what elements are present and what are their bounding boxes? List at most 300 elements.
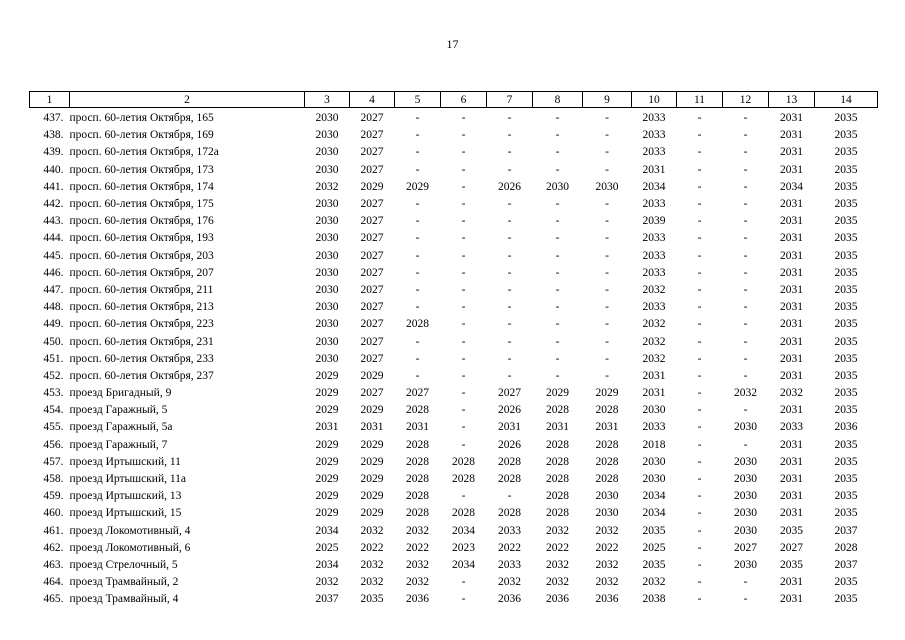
value-cell: -	[415, 112, 420, 125]
value-cell: 2034	[315, 558, 339, 571]
value-cell: 2025	[642, 541, 666, 554]
value-cell: 2035	[834, 455, 858, 468]
value-cell: 2027	[498, 387, 521, 400]
value-cell: 2027	[406, 387, 429, 400]
value-cell: 2030	[315, 266, 339, 279]
value-cell: -	[507, 318, 512, 331]
value-cell: -	[697, 421, 702, 434]
value-cell: -	[605, 318, 609, 331]
column-header-4: 4	[350, 92, 395, 108]
value-cell: -	[605, 215, 609, 228]
value-cell: -	[507, 232, 512, 245]
value-cell: -	[507, 301, 512, 314]
value-cell: 2027	[360, 163, 384, 176]
value-cell: -	[697, 112, 702, 125]
address-cell: просп. 60-летия Октября, 172а	[69, 146, 219, 159]
value-cell: 2026	[498, 438, 521, 451]
value-cell: 2035	[834, 507, 858, 520]
value-cell: 2033	[642, 129, 666, 142]
value-cell: -	[743, 318, 748, 331]
value-cell: -	[415, 198, 420, 211]
value-cell: 2032	[546, 524, 569, 537]
value-cell: 2030	[315, 232, 339, 245]
column-header-9: 9	[583, 92, 632, 108]
value-cell: 2027	[360, 335, 384, 348]
value-cell: 2030	[595, 507, 619, 520]
value-cell: 2028	[406, 473, 429, 486]
value-cell: 2037	[834, 558, 858, 571]
value-cell: 2033	[642, 421, 666, 434]
row-number: 452.	[43, 369, 64, 382]
row-number: 462.	[43, 541, 64, 554]
value-cell: 2031	[780, 112, 803, 125]
value-cell: 2029	[360, 180, 384, 193]
value-cell: 2031	[780, 438, 803, 451]
value-cell: -	[415, 163, 420, 176]
value-cell: -	[605, 301, 609, 314]
value-cell: 2027	[360, 232, 384, 245]
value-cell: -	[605, 369, 609, 382]
row-number: 441.	[43, 180, 64, 193]
value-cell: -	[415, 369, 420, 382]
value-cell: 2031	[498, 421, 521, 434]
value-cell: 2035	[834, 387, 858, 400]
value-cell: 2028	[498, 507, 521, 520]
value-cell: 2026	[498, 180, 521, 193]
value-cell: 2032	[642, 283, 666, 296]
row-number: 448.	[43, 301, 64, 314]
table-row	[30, 333, 878, 350]
value-cell: -	[555, 352, 560, 365]
value-cell: -	[555, 112, 560, 125]
value-cell: -	[415, 335, 420, 348]
value-cell: 2028	[406, 438, 429, 451]
value-cell: 2031	[780, 215, 803, 228]
row-number: 464.	[43, 576, 64, 589]
value-cell: 2032	[642, 318, 666, 331]
value-cell: -	[697, 318, 702, 331]
row-number: 455.	[43, 421, 64, 434]
table-row	[30, 299, 878, 316]
value-cell: 2030	[315, 352, 339, 365]
row-number: 458.	[43, 473, 64, 486]
value-cell: 2032	[642, 335, 666, 348]
table-row	[30, 162, 878, 179]
table-row	[30, 454, 878, 471]
value-cell: 2030	[315, 112, 339, 125]
value-cell: 2035	[780, 524, 803, 537]
value-cell: -	[415, 352, 420, 365]
table-row	[30, 557, 878, 574]
value-cell: -	[697, 266, 702, 279]
address-cell: просп. 60-летия Октября, 207	[69, 266, 214, 279]
value-cell: -	[743, 266, 748, 279]
value-cell: 2032	[734, 387, 757, 400]
value-cell: -	[605, 335, 609, 348]
value-cell: 2034	[780, 180, 803, 193]
row-number: 450.	[43, 335, 64, 348]
value-cell: 2030	[315, 318, 339, 331]
column-header-11: 11	[677, 92, 723, 108]
value-cell: -	[697, 283, 702, 296]
value-cell: -	[461, 369, 466, 382]
value-cell: 2032	[315, 180, 339, 193]
address-cell: просп. 60-летия Октября, 165	[69, 112, 214, 125]
value-cell: -	[605, 163, 609, 176]
value-cell: 2033	[780, 421, 803, 434]
value-cell: -	[743, 232, 748, 245]
value-cell: 2031	[780, 352, 803, 365]
value-cell: 2032	[595, 558, 619, 571]
column-header-2: 2	[70, 92, 305, 108]
value-cell: 2035	[360, 593, 384, 606]
value-cell: -	[461, 180, 466, 193]
value-cell: 2030	[315, 146, 339, 159]
value-cell: 2032	[360, 524, 384, 537]
value-cell: 2018	[642, 438, 666, 451]
value-cell: -	[415, 146, 420, 159]
value-cell: -	[555, 335, 560, 348]
row-number: 449.	[43, 318, 64, 331]
value-cell: -	[743, 593, 748, 606]
value-cell: 2028	[546, 473, 569, 486]
value-cell: -	[461, 490, 466, 503]
value-cell: 2028	[406, 404, 429, 417]
column-header-13: 13	[769, 92, 815, 108]
value-cell: 2030	[734, 421, 757, 434]
address-cell: проезд Иртышский, 13	[69, 490, 182, 503]
value-cell: 2030	[734, 524, 757, 537]
value-cell: -	[555, 215, 560, 228]
value-cell: 2035	[834, 198, 858, 211]
row-number: 440.	[43, 163, 64, 176]
value-cell: -	[743, 301, 748, 314]
table-row	[30, 144, 878, 161]
value-cell: 2027	[360, 112, 384, 125]
value-cell: 2030	[642, 404, 666, 417]
value-cell: -	[461, 232, 466, 245]
table-row	[30, 471, 878, 488]
value-cell: 2030	[734, 455, 757, 468]
value-cell: -	[461, 318, 466, 331]
value-cell: 2028	[595, 473, 619, 486]
row-number: 443.	[43, 215, 64, 228]
value-cell: -	[697, 369, 702, 382]
value-cell: 2035	[834, 318, 858, 331]
value-cell: 2038	[642, 593, 666, 606]
value-cell: -	[743, 198, 748, 211]
value-cell: -	[415, 249, 420, 262]
table-row	[30, 265, 878, 282]
value-cell: -	[415, 283, 420, 296]
value-cell: -	[461, 283, 466, 296]
row-number: 459.	[43, 490, 64, 503]
value-cell: -	[555, 232, 560, 245]
value-cell: -	[461, 335, 466, 348]
value-cell: -	[697, 387, 702, 400]
value-cell: -	[743, 129, 748, 142]
value-cell: 2032	[780, 387, 803, 400]
table-row	[30, 437, 878, 454]
table-row	[30, 316, 878, 333]
value-cell: -	[555, 249, 560, 262]
value-cell: 2034	[452, 524, 475, 537]
value-cell: -	[743, 112, 748, 125]
table-row	[30, 402, 878, 419]
value-cell: 2022	[595, 541, 619, 554]
value-cell: 2031	[780, 404, 803, 417]
value-cell: -	[743, 163, 748, 176]
value-cell: 2032	[406, 524, 429, 537]
value-cell: -	[605, 112, 609, 125]
value-cell: 2035	[834, 180, 858, 193]
value-cell: 2032	[546, 558, 569, 571]
value-cell: 2034	[642, 180, 666, 193]
value-cell: 2030	[315, 335, 339, 348]
address-cell: проезд Стрелочный, 5	[69, 558, 178, 571]
column-header-12: 12	[723, 92, 769, 108]
value-cell: -	[507, 163, 512, 176]
value-cell: -	[415, 215, 420, 228]
value-cell: 2035	[834, 473, 858, 486]
value-cell: 2035	[834, 438, 858, 451]
value-cell: 2031	[780, 301, 803, 314]
column-header-8: 8	[533, 92, 583, 108]
address-cell: просп. 60-летия Октября, 175	[69, 198, 214, 211]
value-cell: 2031	[780, 129, 803, 142]
value-cell: 2032	[595, 524, 619, 537]
table-row	[30, 248, 878, 265]
value-cell: 2036	[834, 421, 858, 434]
value-cell: 2028	[406, 507, 429, 520]
value-cell: 2031	[315, 421, 339, 434]
value-cell: 2030	[734, 507, 757, 520]
row-number: 438.	[43, 129, 64, 142]
row-number: 463.	[43, 558, 64, 571]
value-cell: 2035	[834, 283, 858, 296]
value-cell: 2029	[315, 455, 339, 468]
value-cell: 2028	[546, 507, 569, 520]
value-cell: -	[461, 163, 466, 176]
value-cell: 2029	[406, 180, 429, 193]
value-cell: 2027	[360, 387, 384, 400]
table-row	[30, 591, 878, 608]
table-row	[30, 419, 878, 436]
value-cell: 2029	[315, 507, 339, 520]
value-cell: -	[555, 146, 560, 159]
value-cell: -	[743, 180, 748, 193]
value-cell: 2031	[780, 163, 803, 176]
value-cell: 2027	[734, 541, 757, 554]
value-cell: 2030	[315, 198, 339, 211]
value-cell: 2031	[780, 490, 803, 503]
column-header-7: 7	[487, 92, 533, 108]
value-cell: 2028	[595, 404, 619, 417]
value-cell: 2030	[734, 490, 757, 503]
row-number: 465.	[43, 593, 64, 606]
value-cell: 2030	[315, 301, 339, 314]
value-cell: 2028	[406, 455, 429, 468]
value-cell: 2029	[360, 438, 384, 451]
value-cell: 2035	[834, 112, 858, 125]
value-cell: 2029	[315, 438, 339, 451]
value-cell: 2037	[834, 524, 858, 537]
value-cell: 2030	[642, 473, 666, 486]
value-cell: -	[697, 541, 702, 554]
value-cell: 2029	[315, 490, 339, 503]
value-cell: 2035	[834, 369, 858, 382]
row-number: 454.	[43, 404, 64, 417]
value-cell: 2032	[360, 576, 384, 589]
table-row	[30, 574, 878, 591]
value-cell: 2022	[406, 541, 429, 554]
value-cell: -	[697, 249, 702, 262]
value-cell: 2028	[595, 438, 619, 451]
value-cell: -	[697, 215, 702, 228]
value-cell: -	[461, 112, 466, 125]
value-cell: -	[555, 283, 560, 296]
value-cell: 2035	[834, 215, 858, 228]
value-cell: 2031	[642, 163, 666, 176]
value-cell: -	[461, 301, 466, 314]
value-cell: 2026	[498, 404, 521, 417]
value-cell: 2029	[315, 473, 339, 486]
value-cell: 2033	[642, 232, 666, 245]
address-cell: просп. 60-летия Октября, 223	[69, 318, 214, 331]
address-cell: просп. 60-летия Октября, 237	[69, 369, 214, 382]
value-cell: 2033	[642, 146, 666, 159]
value-cell: 2031	[360, 421, 384, 434]
value-cell: 2039	[642, 215, 666, 228]
value-cell: -	[697, 198, 702, 211]
value-cell: -	[461, 421, 466, 434]
address-cell: проезд Гаражный, 7	[69, 438, 168, 451]
value-cell: -	[415, 301, 420, 314]
address-cell: просп. 60-летия Октября, 193	[69, 232, 214, 245]
address-cell: проезд Трамвайный, 2	[69, 576, 179, 589]
value-cell: 2029	[315, 387, 339, 400]
value-cell: 2029	[360, 473, 384, 486]
value-cell: 2035	[834, 146, 858, 159]
value-cell: 2022	[360, 541, 384, 554]
value-cell: 2031	[780, 593, 803, 606]
value-cell: 2032	[498, 576, 521, 589]
column-header-1: 1	[30, 92, 70, 108]
table-row	[30, 351, 878, 368]
value-cell: 2033	[498, 524, 521, 537]
row-number: 437.	[43, 112, 64, 125]
value-cell: -	[697, 455, 702, 468]
value-cell: 2027	[360, 283, 384, 296]
row-number: 447.	[43, 283, 64, 296]
value-cell: 2030	[315, 163, 339, 176]
value-cell: 2034	[452, 558, 475, 571]
value-cell: 2032	[360, 558, 384, 571]
value-cell: -	[461, 249, 466, 262]
value-cell: 2035	[834, 593, 858, 606]
value-cell: -	[697, 576, 702, 589]
value-cell: 2035	[834, 129, 858, 142]
value-cell: 2032	[595, 576, 619, 589]
address-cell: просп. 60-летия Октября, 173	[69, 163, 214, 176]
value-cell: -	[743, 438, 748, 451]
row-number: 444.	[43, 232, 64, 245]
value-cell: 2027	[360, 129, 384, 142]
value-cell: 2029	[595, 387, 619, 400]
value-cell: -	[507, 112, 512, 125]
value-cell: 2036	[406, 593, 429, 606]
table-row	[30, 230, 878, 247]
value-cell: -	[743, 369, 748, 382]
value-cell: -	[461, 215, 466, 228]
value-cell: 2027	[360, 301, 384, 314]
value-cell: 2028	[498, 473, 521, 486]
value-cell: 2036	[498, 593, 521, 606]
value-cell: -	[605, 352, 609, 365]
value-cell: 2033	[498, 558, 521, 571]
value-cell: 2030	[315, 215, 339, 228]
value-cell: -	[415, 266, 420, 279]
value-cell: 2034	[642, 507, 666, 520]
value-cell: 2028	[546, 455, 569, 468]
value-cell: 2032	[406, 576, 429, 589]
value-cell: -	[507, 146, 512, 159]
table-row	[30, 282, 878, 299]
page-number: 17	[446, 37, 459, 51]
row-number: 451.	[43, 352, 64, 365]
value-cell: 2027	[360, 266, 384, 279]
value-cell: 2029	[315, 369, 339, 382]
value-cell: -	[507, 352, 512, 365]
value-cell: -	[555, 266, 560, 279]
value-cell: 2031	[642, 387, 666, 400]
header-row	[30, 92, 878, 108]
value-cell: -	[461, 404, 466, 417]
value-cell: 2032	[546, 576, 569, 589]
value-cell: -	[461, 593, 466, 606]
value-cell: 2027	[360, 146, 384, 159]
table-row	[30, 127, 878, 144]
value-cell: 2032	[315, 576, 339, 589]
value-cell: 2035	[834, 266, 858, 279]
value-cell: -	[697, 180, 702, 193]
row-number: 456.	[43, 438, 64, 451]
value-cell: 2031	[780, 455, 803, 468]
value-cell: -	[605, 146, 609, 159]
address-cell: проезд Трамвайный, 4	[69, 593, 179, 606]
value-cell: -	[461, 352, 466, 365]
value-cell: 2032	[642, 576, 666, 589]
value-cell: 2031	[406, 421, 429, 434]
column-header-3: 3	[305, 92, 350, 108]
value-cell: 2029	[360, 490, 384, 503]
value-cell: 2031	[780, 146, 803, 159]
value-cell: 2030	[315, 283, 339, 296]
column-header-5: 5	[395, 92, 441, 108]
value-cell: 2023	[452, 541, 475, 554]
table-row	[30, 108, 878, 128]
value-cell: 2030	[315, 249, 339, 262]
value-cell: 2033	[642, 301, 666, 314]
address-cell: просп. 60-летия Октября, 176	[69, 215, 214, 228]
value-cell: -	[697, 490, 702, 503]
value-cell: -	[743, 146, 748, 159]
value-cell: 2035	[834, 490, 858, 503]
address-cell: просп. 60-летия Октября, 231	[69, 335, 214, 348]
value-cell: -	[507, 266, 512, 279]
address-cell: проезд Иртышский, 11а	[69, 473, 187, 486]
value-cell: -	[605, 283, 609, 296]
